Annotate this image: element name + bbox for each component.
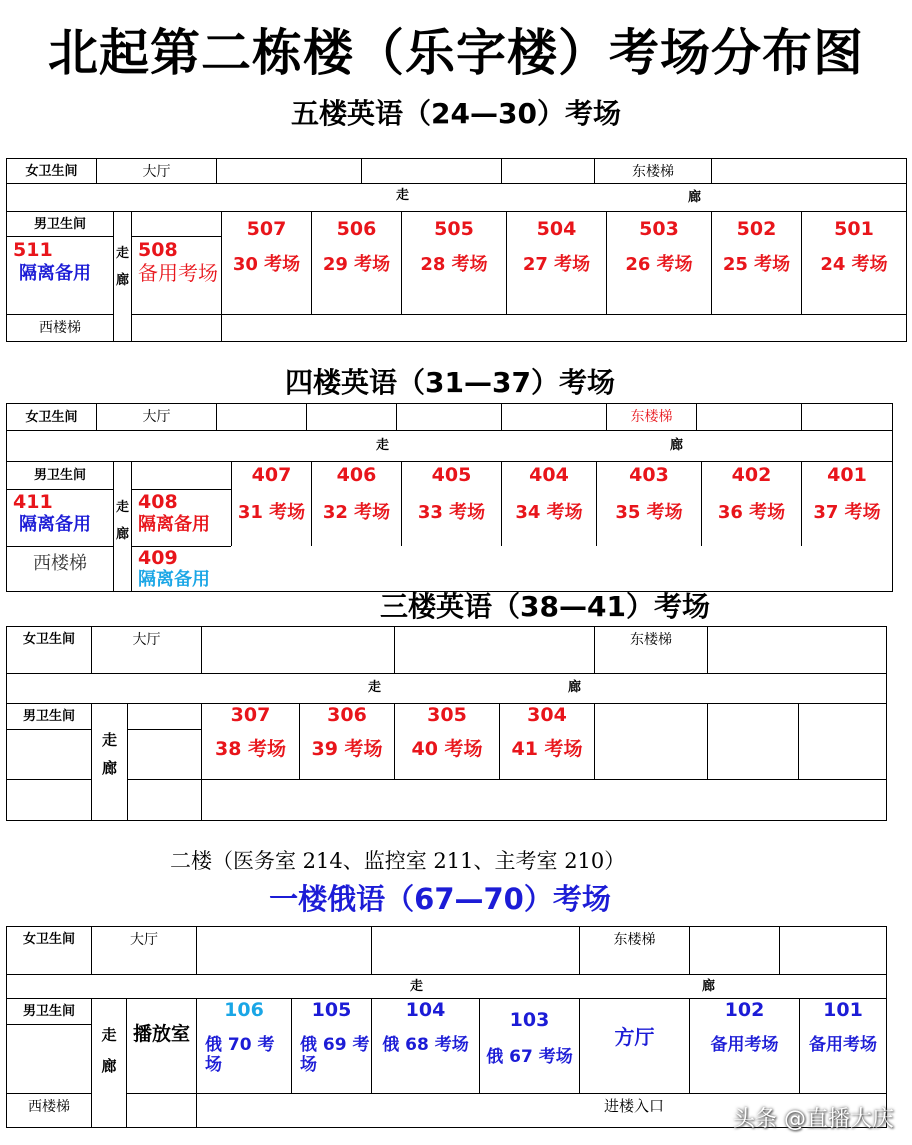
room-label: 俄 68 考场 — [382, 1035, 469, 1055]
exam-room — [311, 211, 401, 314]
corridor-label: 廊 — [101, 759, 117, 777]
exam-room — [371, 998, 479, 1093]
blank-cell — [131, 211, 221, 236]
room-number: 504 — [536, 218, 577, 240]
room-511 — [6, 236, 113, 314]
exam-room — [394, 703, 499, 779]
room-number: 511 — [13, 239, 53, 261]
room-label: 30 考场 — [232, 254, 301, 275]
room-label: 隔离备用 — [138, 514, 210, 535]
blank-cell — [371, 926, 579, 974]
broadcast-room — [126, 998, 196, 1093]
corridor-label: 廊 — [568, 680, 582, 695]
room-number: 102 — [724, 999, 765, 1021]
east-stair: 东楼梯 — [606, 403, 696, 430]
east-stair: 东楼梯 — [594, 158, 711, 183]
east-stair: 东楼梯 — [579, 926, 689, 974]
blank-cell — [127, 779, 201, 820]
room-number: 402 — [731, 464, 772, 486]
room-label: 36 考场 — [717, 502, 786, 523]
room-number: 105 — [311, 999, 352, 1021]
room-label: 34 考场 — [515, 502, 583, 523]
female-wc: 女卫生间 — [6, 926, 91, 974]
room-label: 37 考场 — [813, 502, 881, 523]
corridor-label: 走 — [396, 188, 410, 203]
room-number: 407 — [251, 464, 292, 486]
blank-cell — [126, 1093, 196, 1127]
male-wc: 男卫生间 — [6, 461, 113, 489]
floor2-note: 二楼（医务室 214、监控室 211、主考室 210） — [170, 849, 626, 873]
room-number: 409 — [138, 547, 178, 569]
room-number: 104 — [405, 999, 446, 1021]
room-label: 39 考场 — [311, 738, 383, 760]
floor1-title: 一楼俄语（67—70）考场 — [269, 882, 611, 916]
blank-cell — [394, 626, 594, 673]
west-stair: 西楼梯 — [6, 314, 113, 341]
female-wc: 女卫生间 — [6, 626, 91, 673]
square-hall — [579, 998, 689, 1093]
exam-room — [311, 461, 401, 546]
male-wc: 男卫生间 — [6, 998, 91, 1024]
blank-cell — [779, 926, 886, 974]
corridor-label: 走 — [376, 438, 390, 453]
corridor-vertical — [113, 461, 131, 591]
exam-room — [299, 703, 394, 779]
exam-room — [231, 461, 311, 546]
corridor-label: 走 — [115, 500, 129, 515]
exam-room — [401, 461, 501, 546]
blank-cell — [689, 926, 779, 974]
blank-cell — [201, 626, 394, 673]
room-number: 411 — [13, 491, 53, 513]
blank-cell — [707, 626, 886, 673]
room-number: 505 — [434, 218, 474, 240]
room-label: 28 考场 — [420, 254, 488, 275]
blank-cell — [6, 779, 91, 820]
room-number: 408 — [138, 491, 178, 513]
corridor-label: 廊 — [670, 438, 684, 453]
west-stair: 西楼梯 — [6, 1093, 91, 1127]
blank-cell — [801, 403, 892, 430]
room-number: 101 — [823, 999, 863, 1021]
room-label: 26 考场 — [625, 254, 693, 275]
floor1-plan — [6, 926, 887, 1128]
room-label: 29 考场 — [322, 254, 391, 275]
room-label: 隔离备用 — [19, 514, 91, 535]
male-wc: 男卫生间 — [6, 703, 91, 729]
blank-cell — [201, 779, 886, 820]
room-number: 306 — [327, 704, 367, 726]
blank-cell — [131, 314, 221, 341]
room-number: 405 — [431, 464, 472, 486]
floor4-plan — [6, 403, 893, 592]
blank-cell — [696, 403, 801, 430]
hall: 大厅 — [91, 626, 201, 673]
room-number: 502 — [736, 218, 777, 240]
exam-room — [501, 461, 596, 546]
room-number: 403 — [629, 464, 669, 486]
blank-cell — [221, 314, 906, 341]
corridor-label: 廊 — [688, 190, 702, 205]
exam-room — [479, 998, 579, 1093]
hall: 大厅 — [96, 158, 216, 183]
blank-cell — [501, 158, 594, 183]
blank-cell — [216, 403, 306, 430]
blank-cell — [711, 158, 906, 183]
floor3-plan — [6, 626, 887, 821]
blank-cell — [6, 729, 91, 779]
exam-room — [201, 703, 299, 779]
floor3-title: 三楼英语（38—41）考场 — [380, 590, 710, 623]
floor5-plan — [6, 158, 907, 342]
corridor-label: 走 — [115, 246, 129, 261]
exam-room — [701, 461, 801, 546]
room-label: 31 考场 — [237, 502, 306, 523]
room-number: 501 — [834, 218, 874, 240]
blank-cell — [127, 703, 201, 729]
room-number: 406 — [336, 464, 377, 486]
hall: 大厅 — [91, 926, 196, 974]
corridor-label: 走 — [101, 731, 117, 749]
floor5-title: 五楼英语（24—30）考场 — [291, 97, 621, 130]
exam-room — [291, 998, 371, 1093]
room-number: 305 — [427, 704, 467, 726]
blank-cell — [127, 729, 201, 779]
room-label: 俄 70 考场 — [205, 1035, 275, 1075]
exam-room — [711, 211, 801, 314]
room-label: 备用考场 — [809, 1035, 877, 1055]
room-label: 32 考场 — [322, 502, 391, 523]
watermark: 头条 @直播大庆 — [733, 1107, 894, 1132]
room-408 — [131, 489, 231, 546]
exam-room — [799, 998, 886, 1093]
entrance-label: 进楼入口 — [604, 1097, 665, 1115]
corridor-label: 走 — [410, 979, 424, 994]
corridor — [6, 673, 886, 703]
page-title: 北起第二栋楼（乐字楼）考场分布图 — [48, 24, 864, 82]
floor4-title: 四楼英语（31—37）考场 — [285, 366, 615, 399]
corridor — [6, 430, 892, 461]
corridor-vertical — [91, 998, 126, 1127]
east-stair: 东楼梯 — [594, 626, 707, 673]
blank-cell — [594, 703, 707, 779]
room-label: 俄 67 考场 — [486, 1047, 573, 1067]
room-number: 103 — [509, 1009, 550, 1031]
corridor-label: 廊 — [702, 979, 716, 994]
corridor — [6, 974, 886, 998]
exam-room — [596, 461, 701, 546]
corridor-vertical — [113, 211, 131, 341]
room-label: 俄 69 考场 — [300, 1035, 370, 1075]
room-409 — [131, 546, 231, 591]
blank-cell — [196, 926, 371, 974]
exam-room — [801, 211, 906, 314]
room-number: 307 — [230, 704, 271, 726]
corridor-label: 走 — [368, 680, 382, 695]
room-number: 304 — [527, 704, 567, 726]
exam-room — [499, 703, 594, 779]
blank-cell — [131, 461, 231, 489]
room-411 — [6, 489, 113, 546]
corridor-label: 廊 — [115, 527, 129, 542]
room-508 — [131, 236, 221, 314]
west-stair: 西楼梯 — [6, 546, 113, 591]
corridor-vertical — [91, 703, 127, 820]
corridor-label: 廊 — [101, 1057, 117, 1075]
corridor — [6, 183, 906, 211]
room-label: 40 考场 — [411, 738, 483, 760]
room-label: 隔离备用 — [19, 263, 91, 284]
room-number: 106 — [224, 999, 264, 1021]
corridor-label: 走 — [101, 1026, 117, 1044]
male-wc: 男卫生间 — [6, 211, 113, 236]
exam-room — [606, 211, 711, 314]
hall: 大厅 — [96, 403, 216, 430]
blank-cell — [707, 703, 798, 779]
room-label: 33 考场 — [417, 502, 486, 523]
blank-cell — [798, 703, 886, 779]
exam-room — [801, 461, 892, 546]
exam-room — [401, 211, 506, 314]
broadcast-label: 播放室 — [132, 1023, 190, 1045]
blank-cell — [501, 403, 606, 430]
room-label: 备用考场 — [710, 1035, 779, 1055]
room-number: 508 — [138, 239, 178, 261]
female-wc: 女卫生间 — [6, 158, 96, 183]
blank-cell — [396, 403, 501, 430]
female-wc: 女卫生间 — [6, 403, 96, 430]
blank-cell — [306, 403, 396, 430]
blank-cell — [361, 158, 501, 183]
room-number: 506 — [336, 218, 377, 240]
room-number: 507 — [246, 218, 287, 240]
exam-room — [506, 211, 606, 314]
room-number: 401 — [827, 464, 867, 486]
exam-room — [221, 211, 311, 314]
blank-cell — [6, 1024, 91, 1093]
room-label: 24 考场 — [820, 254, 888, 275]
room-number: 503 — [639, 218, 679, 240]
room-label: 27 考场 — [522, 254, 591, 275]
room-label: 38 考场 — [214, 738, 287, 760]
room-label: 备用考场 — [138, 261, 218, 285]
room-label: 35 考场 — [615, 502, 683, 523]
exam-room — [196, 998, 291, 1093]
exam-room — [689, 998, 799, 1093]
square-hall-label: 方厅 — [614, 1025, 655, 1049]
room-number: 404 — [529, 464, 569, 486]
room-label: 隔离备用 — [138, 569, 210, 590]
room-label: 25 考场 — [722, 254, 791, 275]
corridor-label: 廊 — [115, 273, 129, 288]
blank-cell — [216, 158, 361, 183]
room-label: 41 考场 — [511, 738, 583, 760]
